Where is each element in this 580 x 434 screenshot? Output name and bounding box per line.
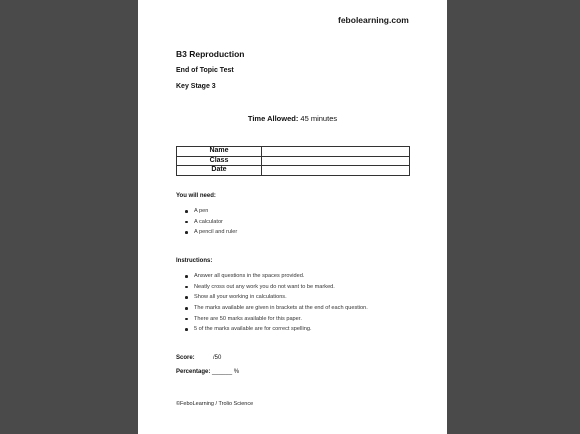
date-label: Date (177, 166, 262, 176)
student-info-table (176, 146, 410, 176)
table-row (177, 147, 410, 157)
class-label: Class (177, 156, 262, 166)
document-page (138, 0, 447, 434)
key-stage: Key Stage 3 (176, 83, 216, 90)
list-item: A calculator (176, 217, 237, 228)
percentage-line (176, 369, 239, 375)
name-label: Name (177, 147, 262, 157)
time-allowed-value: 45 minutes (300, 114, 338, 123)
you-will-need-list (176, 206, 237, 238)
logo-name: febolearning (338, 15, 390, 25)
list-item: 5 of the marks available are for correct spelling. (176, 324, 368, 335)
list-item: Answer all questions in the spaces provided. (176, 271, 368, 282)
instructions-heading: Instructions: (176, 258, 213, 264)
copyright-notice: ©FeboLearning / Trolio Science (176, 401, 254, 407)
score-value: /50 (213, 355, 222, 361)
table-row (177, 156, 410, 166)
score-line (176, 355, 221, 361)
instructions-list (176, 271, 368, 335)
percentage-value: ______ % (212, 369, 240, 375)
document-subtitle: End of Topic Test (176, 67, 234, 74)
document-title: B3 Reproduction (176, 49, 245, 59)
class-field (262, 156, 410, 166)
list-item: Neatly cross out any work you do not want to be marked. (176, 282, 368, 293)
name-field (262, 147, 410, 157)
percentage-label: Percentage: (176, 369, 211, 375)
time-allowed-label: Time Allowed: (247, 114, 299, 123)
you-will-need-heading: You will need: (176, 193, 216, 199)
score-label: Score: (176, 355, 195, 361)
site-logo (338, 15, 409, 25)
list-item: A pen (176, 206, 237, 217)
list-item: There are 50 marks available for this paper. (176, 314, 368, 325)
list-item: A pencil and ruler (176, 227, 237, 238)
date-field (262, 166, 410, 176)
table-row (177, 166, 410, 176)
list-item: Show all your working in calculations. (176, 292, 368, 303)
list-item: The marks available are given in brackets at the end of each question. (176, 303, 368, 314)
logo-suffix: .com (389, 15, 409, 25)
time-allowed (138, 114, 447, 123)
